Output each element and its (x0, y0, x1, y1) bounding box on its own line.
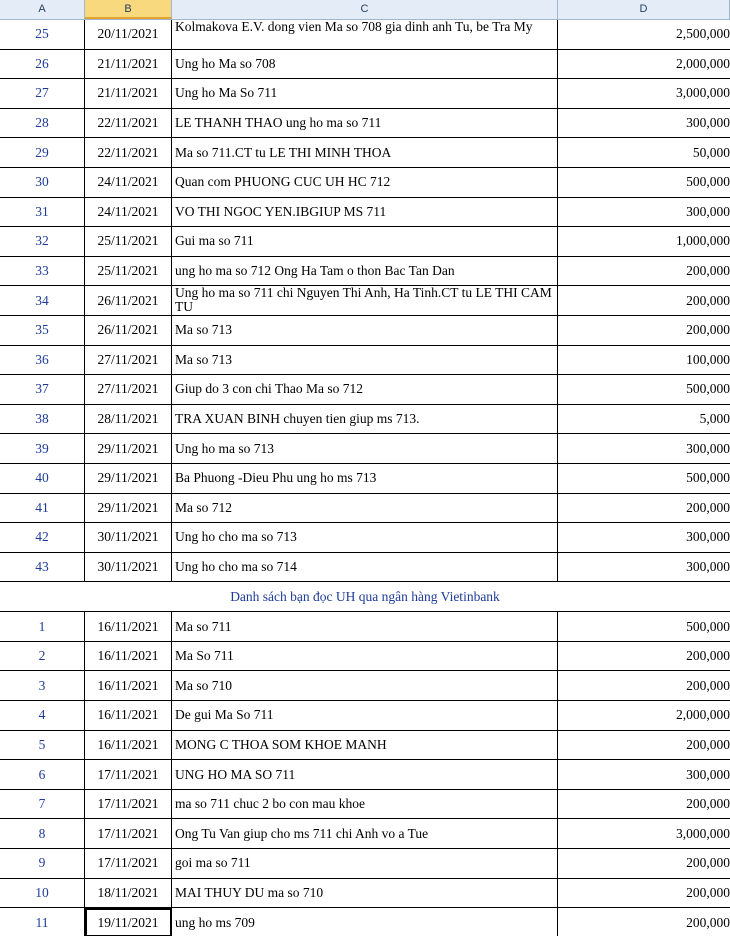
row-number-cell[interactable]: 31 (0, 198, 85, 227)
row-number-cell[interactable]: 2 (0, 642, 85, 671)
table-row (0, 375, 730, 405)
table-row (0, 642, 730, 672)
section-title[interactable]: Danh sách bạn đọc UH qua ngân hàng Vietinbank (0, 582, 730, 612)
date-cell[interactable]: 29/11/2021 (85, 464, 172, 493)
content-cell[interactable]: Ma so 712 (172, 494, 558, 523)
table-row (0, 20, 730, 50)
row-number-cell[interactable]: 5 (0, 731, 85, 760)
content-cell[interactable]: De gui Ma So 711 (172, 701, 558, 730)
table-row (0, 227, 730, 257)
row-number-cell[interactable]: 26 (0, 50, 85, 79)
date-cell[interactable]: 29/11/2021 (85, 494, 172, 523)
date-cell[interactable]: 17/11/2021 (85, 760, 172, 789)
table-row (0, 523, 730, 553)
content-cell[interactable]: UNG HO MA SO 711 (172, 760, 558, 789)
content-cell[interactable]: MAI THUY DU ma so 710 (172, 879, 558, 908)
amount-cell[interactable]: 300,000 (686, 766, 730, 782)
content-cell[interactable]: Ma So 711 (172, 642, 558, 671)
row-number-cell[interactable]: 38 (0, 405, 85, 434)
content-cell[interactable]: goi ma so 711 (172, 849, 558, 878)
date-cell[interactable]: 17/11/2021 (85, 849, 172, 878)
amount-cell[interactable]: 3,000,000 (676, 825, 730, 841)
row-number-cell[interactable]: 4 (0, 701, 85, 730)
row-number-cell[interactable]: 27 (0, 79, 85, 108)
row-number-cell[interactable]: 43 (0, 553, 85, 582)
table-row (0, 849, 730, 879)
content-cell[interactable]: Ung ho ma so 713 (172, 434, 558, 463)
amount-cell[interactable]: 200,000 (686, 736, 730, 752)
amount-cell[interactable]: 500,000 (686, 174, 730, 190)
amount-cell[interactable]: 5,000 (699, 411, 730, 427)
date-cell[interactable]: 30/11/2021 (85, 523, 172, 552)
row-number-cell[interactable]: 9 (0, 849, 85, 878)
row-number-cell[interactable]: 11 (0, 908, 85, 936)
column-header-d[interactable]: D (558, 0, 730, 19)
content-cell[interactable]: ung ho ma so 712 Ong Ha Tam o thon Bac Tan Dan (172, 257, 558, 286)
row-number-cell[interactable]: 36 (0, 346, 85, 375)
date-cell[interactable]: 16/11/2021 (85, 671, 172, 700)
row-number-cell[interactable]: 6 (0, 760, 85, 789)
amount-cell[interactable]: 500,000 (686, 618, 730, 634)
column-header-b[interactable]: B (85, 0, 172, 19)
content-cell[interactable]: Ung ho cho ma so 713 (172, 523, 558, 552)
row-number-cell[interactable]: 10 (0, 879, 85, 908)
table-row (0, 701, 730, 731)
table-row (0, 316, 730, 346)
amount-cell[interactable]: 50,000 (692, 144, 730, 160)
date-cell[interactable]: 29/11/2021 (85, 434, 172, 463)
table-row (0, 79, 730, 109)
row-number-cell[interactable]: 42 (0, 523, 85, 552)
table-row (0, 908, 730, 936)
date-cell[interactable]: 24/11/2021 (85, 198, 172, 227)
content-cell[interactable]: Kolmakova E.V. dong vien Ma so 708 gia dinh anh Tu, be Tra My (172, 20, 558, 49)
date-cell[interactable]: 26/11/2021 (85, 286, 172, 315)
column-header-bar (0, 0, 730, 20)
row-number-cell[interactable]: 32 (0, 227, 85, 256)
table-row (0, 612, 730, 642)
amount-cell[interactable]: 200,000 (686, 263, 730, 279)
row-number-cell[interactable]: 7 (0, 790, 85, 819)
date-cell[interactable]: 30/11/2021 (85, 553, 172, 582)
sheet-grid (0, 20, 730, 936)
row-number-cell[interactable]: 1 (0, 612, 85, 641)
content-cell[interactable]: VO THI NGOC YEN.IBGIUP MS 711 (172, 198, 558, 227)
date-cell[interactable]: 16/11/2021 (85, 642, 172, 671)
date-cell[interactable]: 22/11/2021 (85, 138, 172, 167)
table-row (0, 346, 730, 376)
row-number-cell[interactable]: 29 (0, 138, 85, 167)
date-cell[interactable]: 21/11/2021 (85, 79, 172, 108)
amount-cell[interactable]: 200,000 (686, 322, 730, 338)
content-cell[interactable]: Ma so 710 (172, 671, 558, 700)
content-cell[interactable]: Ma so 713 (172, 316, 558, 345)
table-row (0, 198, 730, 228)
amount-cell[interactable]: 300,000 (686, 203, 730, 219)
date-cell[interactable]: 27/11/2021 (85, 375, 172, 404)
row-number-cell[interactable]: 25 (0, 20, 85, 49)
content-cell[interactable]: Giup do 3 con chi Thao Ma so 712 (172, 375, 558, 404)
content-cell[interactable]: Ma so 711 (172, 612, 558, 641)
table-row (0, 138, 730, 168)
content-cell[interactable]: Ong Tu Van giup cho ms 711 chi Anh vo a Tue (172, 819, 558, 848)
row-number-cell[interactable]: 39 (0, 434, 85, 463)
date-cell[interactable]: 21/11/2021 (85, 50, 172, 79)
table-row (0, 731, 730, 761)
content-cell[interactable]: Ung ho cho ma so 714 (172, 553, 558, 582)
table-row (0, 790, 730, 820)
date-cell[interactable]: 22/11/2021 (85, 109, 172, 138)
amount-cell[interactable]: 300,000 (686, 529, 730, 545)
date-cell[interactable]: 25/11/2021 (85, 227, 172, 256)
amount-cell[interactable]: 200,000 (686, 855, 730, 871)
table-row (0, 760, 730, 790)
date-cell[interactable]: 28/11/2021 (85, 405, 172, 434)
amount-cell[interactable]: 100,000 (686, 351, 730, 367)
date-cell[interactable]: 27/11/2021 (85, 346, 172, 375)
table-row (0, 434, 730, 464)
content-cell[interactable]: Ma so 711.CT tu LE THI MINH THOA (172, 138, 558, 167)
row-number-cell[interactable]: 35 (0, 316, 85, 345)
content-cell[interactable]: Ba Phuong -Dieu Phu ung ho ms 713 (172, 464, 558, 493)
amount-cell[interactable]: 300,000 (686, 440, 730, 456)
date-cell[interactable]: 20/11/2021 (85, 20, 172, 49)
amount-cell[interactable]: 200,000 (686, 292, 730, 308)
amount-cell[interactable]: 200,000 (686, 499, 730, 515)
table-row (0, 464, 730, 494)
date-cell[interactable]: 16/11/2021 (85, 612, 172, 641)
date-cell[interactable]: 16/11/2021 (85, 701, 172, 730)
table-row (0, 257, 730, 287)
column-header-c[interactable]: C (172, 0, 558, 19)
date-cell[interactable]: 25/11/2021 (85, 257, 172, 286)
date-cell[interactable]: 16/11/2021 (85, 731, 172, 760)
table-row (0, 109, 730, 139)
content-cell[interactable]: Gui ma so 711 (172, 227, 558, 256)
date-cell[interactable]: 19/11/2021 (85, 908, 172, 936)
table-row (0, 405, 730, 435)
row-number-cell[interactable]: 3 (0, 671, 85, 700)
table-row (0, 819, 730, 849)
date-cell[interactable]: 24/11/2021 (85, 168, 172, 197)
amount-cell[interactable]: 300,000 (686, 115, 730, 131)
row-number-cell[interactable]: 30 (0, 168, 85, 197)
content-cell[interactable]: ung ho ms 709 (172, 908, 558, 936)
content-cell[interactable]: Quan com PHUONG CUC UH HC 712 (172, 168, 558, 197)
amount-cell[interactable]: 200,000 (686, 914, 730, 930)
row-number-cell[interactable]: 37 (0, 375, 85, 404)
amount-cell[interactable]: 2,000,000 (676, 55, 730, 71)
table-row (0, 494, 730, 524)
date-cell[interactable]: 17/11/2021 (85, 790, 172, 819)
content-cell[interactable]: Ma so 713 (172, 346, 558, 375)
amount-cell[interactable]: 200,000 (686, 884, 730, 900)
amount-cell[interactable]: 1,000,000 (676, 233, 730, 249)
table-row (0, 50, 730, 80)
row-number-cell[interactable]: 34 (0, 286, 85, 315)
content-cell[interactable]: LE THANH THAO ung ho ma so 711 (172, 109, 558, 138)
date-cell[interactable]: 26/11/2021 (85, 316, 172, 345)
amount-cell[interactable]: 500,000 (686, 381, 730, 397)
amount-cell[interactable]: 200,000 (686, 796, 730, 812)
content-cell[interactable]: ma so 711 chuc 2 bo con mau khoe (172, 790, 558, 819)
table-row (0, 553, 730, 583)
table-row (0, 879, 730, 909)
amount-cell[interactable]: 300,000 (686, 558, 730, 574)
amount-cell[interactable]: 200,000 (686, 677, 730, 693)
amount-cell[interactable]: 2,500,000 (676, 26, 730, 42)
date-cell[interactable]: 17/11/2021 (85, 819, 172, 848)
content-cell[interactable]: MONG C THOA SOM KHOE MANH (172, 731, 558, 760)
date-cell[interactable]: 18/11/2021 (85, 879, 172, 908)
amount-cell[interactable]: 2,000,000 (676, 707, 730, 723)
row-number-cell[interactable]: 40 (0, 464, 85, 493)
content-cell[interactable]: TRA XUAN BINH chuyen tien giup ms 713. (172, 405, 558, 434)
column-header-a[interactable]: A (0, 0, 85, 19)
row-number-cell[interactable]: 41 (0, 494, 85, 523)
content-cell[interactable]: Ung ho Ma So 711 (172, 79, 558, 108)
amount-cell[interactable]: 3,000,000 (676, 85, 730, 101)
amount-cell[interactable]: 200,000 (686, 648, 730, 664)
table-row (0, 671, 730, 701)
content-cell[interactable]: Ung ho ma so 711 chi Nguyen Thi Anh, Ha Tinh.CT tu LE THI CAM TU (172, 286, 558, 315)
amount-cell[interactable]: 500,000 (686, 470, 730, 486)
row-number-cell[interactable]: 8 (0, 819, 85, 848)
table-row (0, 286, 730, 316)
table-row (0, 168, 730, 198)
row-number-cell[interactable]: 33 (0, 257, 85, 286)
row-number-cell[interactable]: 28 (0, 109, 85, 138)
content-cell[interactable]: Ung ho Ma so 708 (172, 50, 558, 79)
